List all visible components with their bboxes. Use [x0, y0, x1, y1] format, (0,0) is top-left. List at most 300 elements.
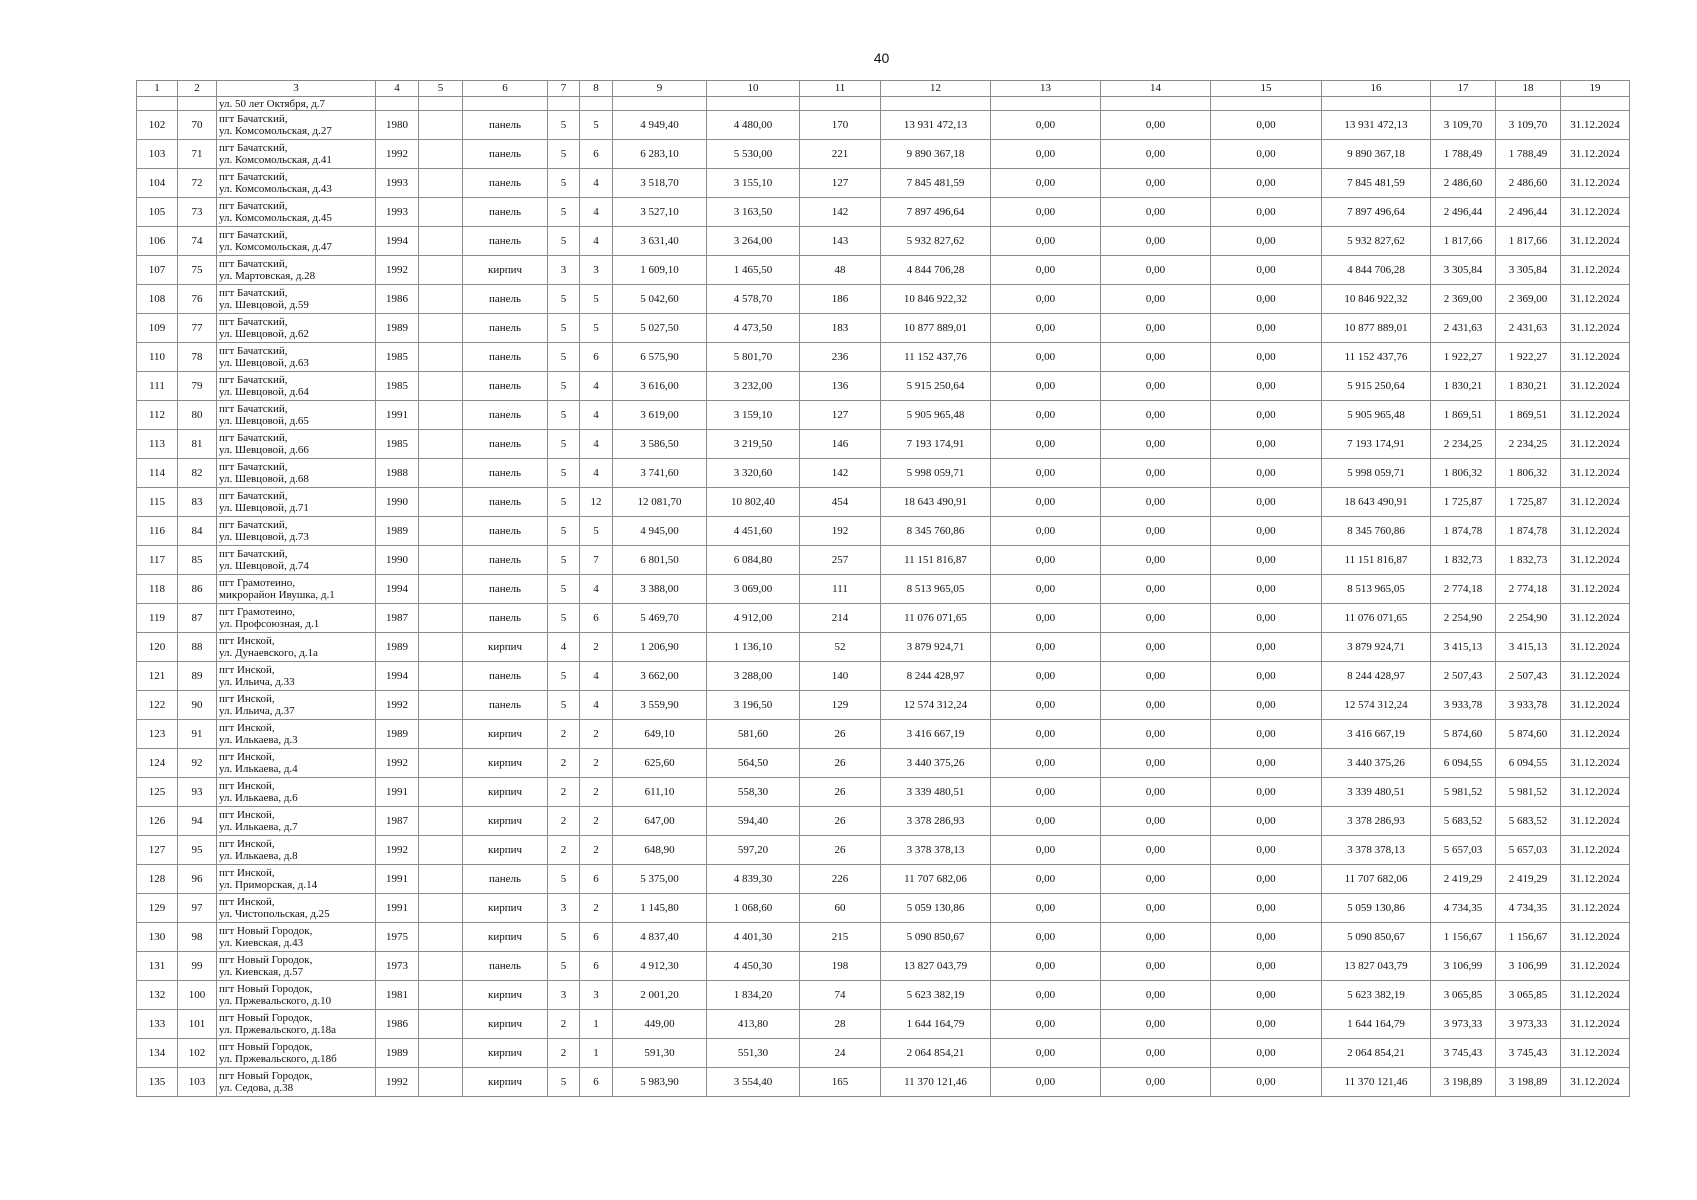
table-cell: 4 734,35	[1431, 894, 1496, 923]
address-line: пгт Бачатский,	[219, 490, 288, 502]
table-cell: 214	[800, 604, 881, 633]
address-line: пгт Грамотеино,	[219, 606, 296, 618]
table-cell: 1 725,87	[1496, 488, 1561, 517]
table-cell: 1992	[376, 1068, 419, 1097]
table-cell: 76	[178, 285, 217, 314]
table-cell: 3 527,10	[613, 198, 707, 227]
table-cell: 1 806,32	[1496, 459, 1561, 488]
table-cell: 5	[580, 517, 613, 546]
table-cell: 0,00	[1211, 604, 1322, 633]
table-cell: 5	[580, 285, 613, 314]
table-cell: 0,00	[991, 720, 1101, 749]
address-line: ул. Илькаева, д.7	[219, 821, 298, 833]
table-cell: 0,00	[1101, 575, 1211, 604]
table-cell: 110	[137, 343, 178, 372]
table-cell	[419, 1039, 463, 1068]
table-cell: 0,00	[1101, 662, 1211, 691]
table-cell: 0,00	[1101, 227, 1211, 256]
table-cell: 3 305,84	[1496, 256, 1561, 285]
table-cell: панель	[463, 459, 548, 488]
table-cell: 5	[548, 865, 580, 894]
table-cell: 3 415,13	[1496, 633, 1561, 662]
address-line: пгт Бачатский,	[219, 287, 288, 299]
table-cell: 1 869,51	[1431, 401, 1496, 430]
table-cell: 0,00	[1211, 314, 1322, 343]
table-cell: 0,00	[1101, 749, 1211, 778]
table-cell: 3 554,40	[707, 1068, 800, 1097]
table-cell: 10 877 889,01	[881, 314, 991, 343]
table-cell: 0,00	[1101, 111, 1211, 140]
address-cell	[217, 430, 376, 459]
table-cell: 8 345 760,86	[1322, 517, 1431, 546]
address-line: ул. Илькаева, д.8	[219, 850, 298, 862]
address-line: ул. Профсоюзная, д.1	[219, 618, 320, 630]
table-row	[137, 981, 1630, 1010]
table-cell: 0,00	[1211, 952, 1322, 981]
table-cell: 2	[580, 807, 613, 836]
address-line: ул. Седова, д.38	[219, 1082, 294, 1094]
table-cell: 0,00	[1101, 256, 1211, 285]
table-cell: 48	[800, 256, 881, 285]
table-cell: 0,00	[991, 865, 1101, 894]
table-cell: 3	[548, 981, 580, 1010]
table-row	[137, 401, 1630, 430]
table-cell: 3	[580, 981, 613, 1010]
table-cell: 109	[137, 314, 178, 343]
table-cell: 221	[800, 140, 881, 169]
address-line: ул. Шевцовой, д.74	[219, 560, 309, 572]
table-cell	[419, 807, 463, 836]
table-cell: 126	[137, 807, 178, 836]
address-line: ул. Пржевальского, д.18а	[219, 1024, 336, 1036]
address-line: ул. Ильича, д.33	[219, 676, 295, 688]
table-cell: 3 109,70	[1496, 111, 1561, 140]
table-cell: 31.12.2024	[1561, 401, 1630, 430]
table-cell: 143	[800, 227, 881, 256]
address-line: пгт Новый Городок,	[219, 1041, 313, 1053]
table-cell: 1 609,10	[613, 256, 707, 285]
table-cell: 1 869,51	[1496, 401, 1561, 430]
table-cell: 1993	[376, 169, 419, 198]
table-cell: 413,80	[707, 1010, 800, 1039]
table-cell: 0,00	[991, 256, 1101, 285]
column-header: 7	[548, 81, 580, 97]
table-cell: 111	[800, 575, 881, 604]
table-cell: 2 496,44	[1496, 198, 1561, 227]
table-cell: 2 369,00	[1431, 285, 1496, 314]
table-cell: 136	[800, 372, 881, 401]
table-cell: 134	[137, 1039, 178, 1068]
column-header: 11	[800, 81, 881, 97]
table-cell: 107	[137, 256, 178, 285]
table-cell	[419, 256, 463, 285]
table-cell: 0,00	[1101, 430, 1211, 459]
table-cell: 4	[580, 662, 613, 691]
address-cell	[217, 343, 376, 372]
table-cell: 8 345 760,86	[881, 517, 991, 546]
table-cell: 0,00	[1211, 720, 1322, 749]
table-cell: 1989	[376, 720, 419, 749]
table-cell: 3 159,10	[707, 401, 800, 430]
table-cell: 5	[548, 343, 580, 372]
table-cell: 2	[548, 807, 580, 836]
table-cell: 112	[137, 401, 178, 430]
table-cell: 0,00	[1101, 691, 1211, 720]
table-cell	[419, 546, 463, 575]
address-line: ул. Пржевальского, д.10	[219, 995, 332, 1007]
table-cell: панель	[463, 488, 548, 517]
table-cell: 11 151 816,87	[881, 546, 991, 575]
table-cell: 10 846 922,32	[1322, 285, 1431, 314]
table-cell: 236	[800, 343, 881, 372]
table-cell: 11 707 682,06	[881, 865, 991, 894]
table-cell: 5	[548, 227, 580, 256]
address-line: ул. Шевцовой, д.59	[219, 299, 309, 311]
table-cell: 13 931 472,13	[881, 111, 991, 140]
table-cell: 6	[580, 952, 613, 981]
table-cell	[419, 894, 463, 923]
table-cell: 4 473,50	[707, 314, 800, 343]
column-header: 3	[217, 81, 376, 97]
column-header: 10	[707, 81, 800, 97]
table-cell: панель	[463, 343, 548, 372]
table-cell: 128	[137, 865, 178, 894]
address-line: ул. Илькаева, д.4	[219, 763, 298, 775]
table-cell: 1980	[376, 111, 419, 140]
table-cell: 75	[178, 256, 217, 285]
table-cell: 26	[800, 778, 881, 807]
table-cell: 4 912,00	[707, 604, 800, 633]
table-cell: 0,00	[1211, 546, 1322, 575]
table-cell: 5 981,52	[1431, 778, 1496, 807]
table-cell: 3 198,89	[1431, 1068, 1496, 1097]
table-cell: 7 193 174,91	[881, 430, 991, 459]
table-cell: 108	[137, 285, 178, 314]
table-cell: 5	[580, 111, 613, 140]
table-cell	[419, 343, 463, 372]
table-cell: 0,00	[1211, 894, 1322, 923]
table-cell: 3 339 480,51	[1322, 778, 1431, 807]
table-cell: 0,00	[991, 227, 1101, 256]
table-cell: 125	[137, 778, 178, 807]
table-cell: 24	[800, 1039, 881, 1068]
table-cell: 0,00	[1211, 981, 1322, 1010]
table-cell: 1992	[376, 749, 419, 778]
address-line: ул. Киевская, д.57	[219, 966, 304, 978]
table-cell: 1994	[376, 227, 419, 256]
table-cell: 31.12.2024	[1561, 111, 1630, 140]
table-cell: 0,00	[1211, 401, 1322, 430]
address-line: ул. Илькаева, д.3	[219, 734, 298, 746]
table-cell: 647,00	[613, 807, 707, 836]
table-cell: 118	[137, 575, 178, 604]
table-cell: 6 575,90	[613, 343, 707, 372]
table-cell: 0,00	[991, 691, 1101, 720]
table-cell	[376, 97, 419, 111]
table-cell: 449,00	[613, 1010, 707, 1039]
table-cell: 31.12.2024	[1561, 691, 1630, 720]
table-row	[137, 836, 1630, 865]
table-cell: 3 973,33	[1496, 1010, 1561, 1039]
address-cell	[217, 575, 376, 604]
table-cell: 1 830,21	[1431, 372, 1496, 401]
table-cell: 1 832,73	[1496, 546, 1561, 575]
table-cell	[137, 97, 178, 111]
table-cell: 117	[137, 546, 178, 575]
table-cell: 1986	[376, 285, 419, 314]
table-cell: панель	[463, 285, 548, 314]
table-cell	[419, 140, 463, 169]
table-cell: 99	[178, 952, 217, 981]
table-cell: 0,00	[991, 1068, 1101, 1097]
table-cell: 165	[800, 1068, 881, 1097]
address-line: пгт Бачатский,	[219, 113, 288, 125]
table-cell: 96	[178, 865, 217, 894]
address-cell	[217, 227, 376, 256]
table-cell: 4 401,30	[707, 923, 800, 952]
table-cell: 3 415,13	[1431, 633, 1496, 662]
address-line: пгт Новый Городок,	[219, 1070, 313, 1082]
address-line: микрорайон Ивушка, д.1	[219, 589, 335, 601]
table-cell: 31.12.2024	[1561, 662, 1630, 691]
table-cell: 7 845 481,59	[881, 169, 991, 198]
table-cell	[419, 227, 463, 256]
table-cell: 5 998 059,71	[1322, 459, 1431, 488]
table-cell: 31.12.2024	[1561, 517, 1630, 546]
table-cell: 31.12.2024	[1561, 952, 1630, 981]
table-cell: 1991	[376, 401, 419, 430]
table-cell: 6	[580, 140, 613, 169]
table-cell: 0,00	[1211, 517, 1322, 546]
address-cell	[217, 546, 376, 575]
table-cell: 26	[800, 807, 881, 836]
address-cell	[217, 459, 376, 488]
address-cell	[217, 749, 376, 778]
table-cell: 10 846 922,32	[881, 285, 991, 314]
address-cell	[217, 111, 376, 140]
table-cell: 11 370 121,46	[1322, 1068, 1431, 1097]
table-cell: 3 264,00	[707, 227, 800, 256]
table-cell: 0,00	[1211, 1068, 1322, 1097]
table-cell: 2 001,20	[613, 981, 707, 1010]
table-cell: 79	[178, 372, 217, 401]
table-body	[137, 97, 1630, 1097]
table-cell: 26	[800, 836, 881, 865]
table-cell	[419, 517, 463, 546]
column-header: 16	[1322, 81, 1431, 97]
table-cell: 31.12.2024	[1561, 749, 1630, 778]
table-cell: 2	[580, 836, 613, 865]
table-cell	[178, 97, 217, 111]
table-cell: 1989	[376, 517, 419, 546]
table-cell: 12 574 312,24	[881, 691, 991, 720]
table-cell: 10 877 889,01	[1322, 314, 1431, 343]
table-cell: 0,00	[1211, 343, 1322, 372]
table-cell: 119	[137, 604, 178, 633]
table-cell: 130	[137, 923, 178, 952]
table-cell: 257	[800, 546, 881, 575]
table-cell: 3 631,40	[613, 227, 707, 256]
table-cell: 5 932 827,62	[881, 227, 991, 256]
table-cell: 103	[178, 1068, 217, 1097]
table-cell: 31.12.2024	[1561, 430, 1630, 459]
table-cell: кирпич	[463, 923, 548, 952]
table-cell: 5 915 250,64	[881, 372, 991, 401]
table-cell: 1 832,73	[1431, 546, 1496, 575]
column-header: 6	[463, 81, 548, 97]
table-cell: 3	[548, 256, 580, 285]
table-cell: панель	[463, 111, 548, 140]
table-cell: 3 616,00	[613, 372, 707, 401]
table-cell: 0,00	[991, 140, 1101, 169]
table-cell: 0,00	[1101, 546, 1211, 575]
table-cell: 98	[178, 923, 217, 952]
table-cell: 2	[580, 894, 613, 923]
table-cell: 1 465,50	[707, 256, 800, 285]
table-cell: 3 163,50	[707, 198, 800, 227]
table-cell: 0,00	[991, 169, 1101, 198]
table-cell: 73	[178, 198, 217, 227]
table-cell: 1 830,21	[1496, 372, 1561, 401]
table-row	[137, 227, 1630, 256]
table-cell: 3 378 378,13	[881, 836, 991, 865]
table-cell: 3 973,33	[1431, 1010, 1496, 1039]
table-cell: 0,00	[991, 285, 1101, 314]
table-cell	[1431, 97, 1496, 111]
table-cell: 4	[580, 575, 613, 604]
table-cell: 97	[178, 894, 217, 923]
table-cell: 1989	[376, 1039, 419, 1068]
table-cell: 102	[178, 1039, 217, 1068]
table-cell: 6 084,80	[707, 546, 800, 575]
table-cell: 3 106,99	[1431, 952, 1496, 981]
address-line: пгт Бачатский,	[219, 403, 288, 415]
table-cell: 127	[800, 401, 881, 430]
table-cell: 11 152 437,76	[1322, 343, 1431, 372]
table-cell: 2	[548, 836, 580, 865]
table-cell	[1561, 97, 1630, 111]
table-cell: 5	[548, 401, 580, 430]
table-cell: 5	[548, 459, 580, 488]
table-cell: 1975	[376, 923, 419, 952]
table-cell: 31.12.2024	[1561, 314, 1630, 343]
table-cell: 183	[800, 314, 881, 343]
address-cell	[217, 372, 376, 401]
table-cell: 1 788,49	[1431, 140, 1496, 169]
table-cell: 1987	[376, 604, 419, 633]
table-cell: 5 059 130,86	[1322, 894, 1431, 923]
table-cell: 11 151 816,87	[1322, 546, 1431, 575]
table-cell: кирпич	[463, 749, 548, 778]
table-cell: 0,00	[1101, 517, 1211, 546]
table-cell: 11 707 682,06	[1322, 865, 1431, 894]
address-line: пгт Бачатский,	[219, 316, 288, 328]
table-cell: 103	[137, 140, 178, 169]
table-cell: 625,60	[613, 749, 707, 778]
table-cell: 3 518,70	[613, 169, 707, 198]
table-cell: 0,00	[991, 401, 1101, 430]
table-cell: 0,00	[1101, 1039, 1211, 1068]
table-cell: 0,00	[1211, 662, 1322, 691]
table-cell: 31.12.2024	[1561, 140, 1630, 169]
table-cell: 5 905 965,48	[881, 401, 991, 430]
table-row	[137, 430, 1630, 459]
address-line: ул. Шевцовой, д.66	[219, 444, 309, 456]
table-cell	[419, 488, 463, 517]
table-cell: 6	[580, 923, 613, 952]
address-line: пгт Бачатский,	[219, 258, 288, 270]
address-line: ул. Шевцовой, д.71	[219, 502, 309, 514]
table-cell: 31.12.2024	[1561, 227, 1630, 256]
table-cell: 131	[137, 952, 178, 981]
table-cell: 4 837,40	[613, 923, 707, 952]
table-cell: 91	[178, 720, 217, 749]
table-cell: кирпич	[463, 894, 548, 923]
address-cell	[217, 720, 376, 749]
table-cell: 5	[548, 1068, 580, 1097]
address-line: пгт Инской,	[219, 838, 275, 850]
column-header: 1	[137, 81, 178, 97]
table-cell: 0,00	[991, 749, 1101, 778]
table-cell: 83	[178, 488, 217, 517]
table-cell: 4 450,30	[707, 952, 800, 981]
table-cell: 133	[137, 1010, 178, 1039]
table-cell: 4 451,60	[707, 517, 800, 546]
table-cell: 4	[580, 401, 613, 430]
table-cell: 3 741,60	[613, 459, 707, 488]
table-cell: 2	[548, 749, 580, 778]
table-cell: 0,00	[1101, 923, 1211, 952]
address-cell	[217, 865, 376, 894]
table-cell	[419, 662, 463, 691]
table-row	[137, 459, 1630, 488]
table-cell: 1	[580, 1010, 613, 1039]
table-cell: 0,00	[1101, 778, 1211, 807]
table-header	[137, 81, 1630, 97]
table-cell	[419, 430, 463, 459]
table-cell: 5 027,50	[613, 314, 707, 343]
address-line: пгт Новый Городок,	[219, 1012, 313, 1024]
address-cell	[217, 691, 376, 720]
table-cell: панель	[463, 314, 548, 343]
column-header: 17	[1431, 81, 1496, 97]
column-header: 18	[1496, 81, 1561, 97]
address-line: ул. Шевцовой, д.65	[219, 415, 309, 427]
table-cell: 2 064 854,21	[881, 1039, 991, 1068]
table-cell: 0,00	[1101, 343, 1211, 372]
table-cell: 102	[137, 111, 178, 140]
table-cell: кирпич	[463, 981, 548, 1010]
table-cell: 0,00	[1101, 459, 1211, 488]
table-cell: 8 244 428,97	[1322, 662, 1431, 691]
table-cell: 142	[800, 459, 881, 488]
address-line: ул. Приморская, д.14	[219, 879, 318, 891]
table-cell: 0,00	[991, 1039, 1101, 1068]
address-line: пгт Бачатский,	[219, 229, 288, 241]
table-cell: 116	[137, 517, 178, 546]
table-cell: 87	[178, 604, 217, 633]
table-cell: 7	[580, 546, 613, 575]
table-cell: 31.12.2024	[1561, 836, 1630, 865]
table-cell: 1 136,10	[707, 633, 800, 662]
table-row	[137, 691, 1630, 720]
table-cell	[1211, 97, 1322, 111]
table-cell: 0,00	[1101, 981, 1211, 1010]
address-line: ул. Комсомольская, д.45	[219, 212, 332, 224]
table-cell: 1973	[376, 952, 419, 981]
table-cell: 2	[548, 720, 580, 749]
table-cell	[419, 575, 463, 604]
